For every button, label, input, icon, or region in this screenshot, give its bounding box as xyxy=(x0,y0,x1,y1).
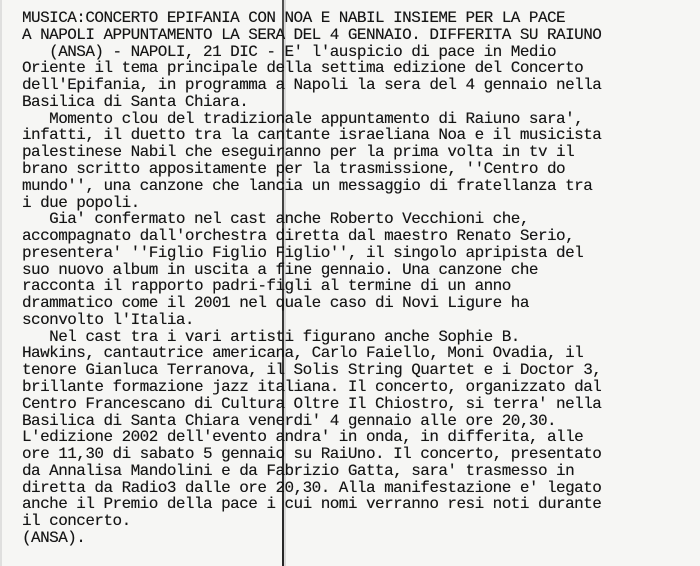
article-line: Nel cast tra i vari artisti figurano anche Sophie B. xyxy=(22,327,520,346)
article-line: il concerto. xyxy=(22,512,131,531)
article-line: da Annalisa Mandolini e da Fabrizio Gatta, sara' trasmesso in xyxy=(22,461,575,480)
article-line: ore 11,30 di sabato 5 gennaio su RaiUno. Il concerto, presentato xyxy=(22,445,602,464)
source-signature: (ANSA). xyxy=(22,529,86,547)
article-line: brano scritto appositamente per la trasmissione, ''Centro do xyxy=(22,159,566,178)
article-line: anche il Premio della pace i cui nomi verranno resi noti durante xyxy=(22,495,602,514)
article-line: mundo'', una canzone che lancia un messaggio di fratellanza tra xyxy=(22,176,593,195)
article-line: Gia' confermato nel cast anche Roberto Vecchioni che, xyxy=(22,210,529,229)
article-line: suo nuovo album in uscita a fine gennaio. Una canzone che xyxy=(22,260,538,279)
article-line: Oriente il tema principale della settima edizione del Concerto xyxy=(22,59,584,78)
headline-line-2: A NAPOLI APPUNTAMENTO LA SERA DEL 4 GENNAIO. DIFFERITA SU RAIUNO xyxy=(22,25,602,44)
article-line: Centro Francescano di Cultura Oltre Il Chiostro, si terra' nella xyxy=(22,394,602,413)
article-line: tenore Gianluca Terranova, il Solis String Quartet e i Doctor 3, xyxy=(22,361,602,380)
article-line: brillante formazione jazz italiana. Il concerto, organizzato dal xyxy=(22,378,602,397)
article-line: diretta da Radio3 dalle ore 20,30. Alla manifestazione e' legato xyxy=(22,478,602,497)
article-line: sconvolto l'Italia. xyxy=(22,310,194,329)
article-line: L'edizione 2002 dell'evento andra' in onda, in differita, alle xyxy=(22,428,584,447)
article-line: (ANSA) - NAPOLI, 21 DIC - E' l'auspicio di pace in Medio xyxy=(22,42,557,61)
article-line: accompagnato dall'orchestra diretta dal maestro Renato Serio, xyxy=(22,227,575,246)
article-line: Basilica di Santa Chiara venerdi' 4 gennaio alle ore 20,30. xyxy=(22,411,557,430)
article-line: i due popoli. xyxy=(22,193,140,212)
article-line: racconta il rapporto padri-figli al termine di un anno xyxy=(22,277,511,296)
headline-line-1: MUSICA:CONCERTO EPIFANIA CON NOA E NABIL INSIEME PER LA PACE xyxy=(22,9,566,27)
article-line: Hawkins, cantautrice americana, Carlo Faiello, Moni Ovadia, il xyxy=(22,344,584,363)
article-line: presentera' ''Figlio Figlio Figlio'', il singolo apripista del xyxy=(22,243,584,262)
article-line: dell'Epifania, in programma a Napoli la sera del 4 gennaio nella xyxy=(22,76,602,95)
article-line: infatti, il duetto tra la cantante israeliana Noa e il musicista xyxy=(22,126,602,145)
article-line: palestinese Nabil che eseguiranno per la prima volta in tv il xyxy=(22,143,575,162)
article-line: Momento clou del tradizionale appuntamento di Raiuno sara', xyxy=(22,109,584,128)
article-line: drammatico come il 2001 nel quale caso di Novi Ligure ha xyxy=(22,294,529,313)
article-line: Basilica di Santa Chiara. xyxy=(22,92,249,111)
